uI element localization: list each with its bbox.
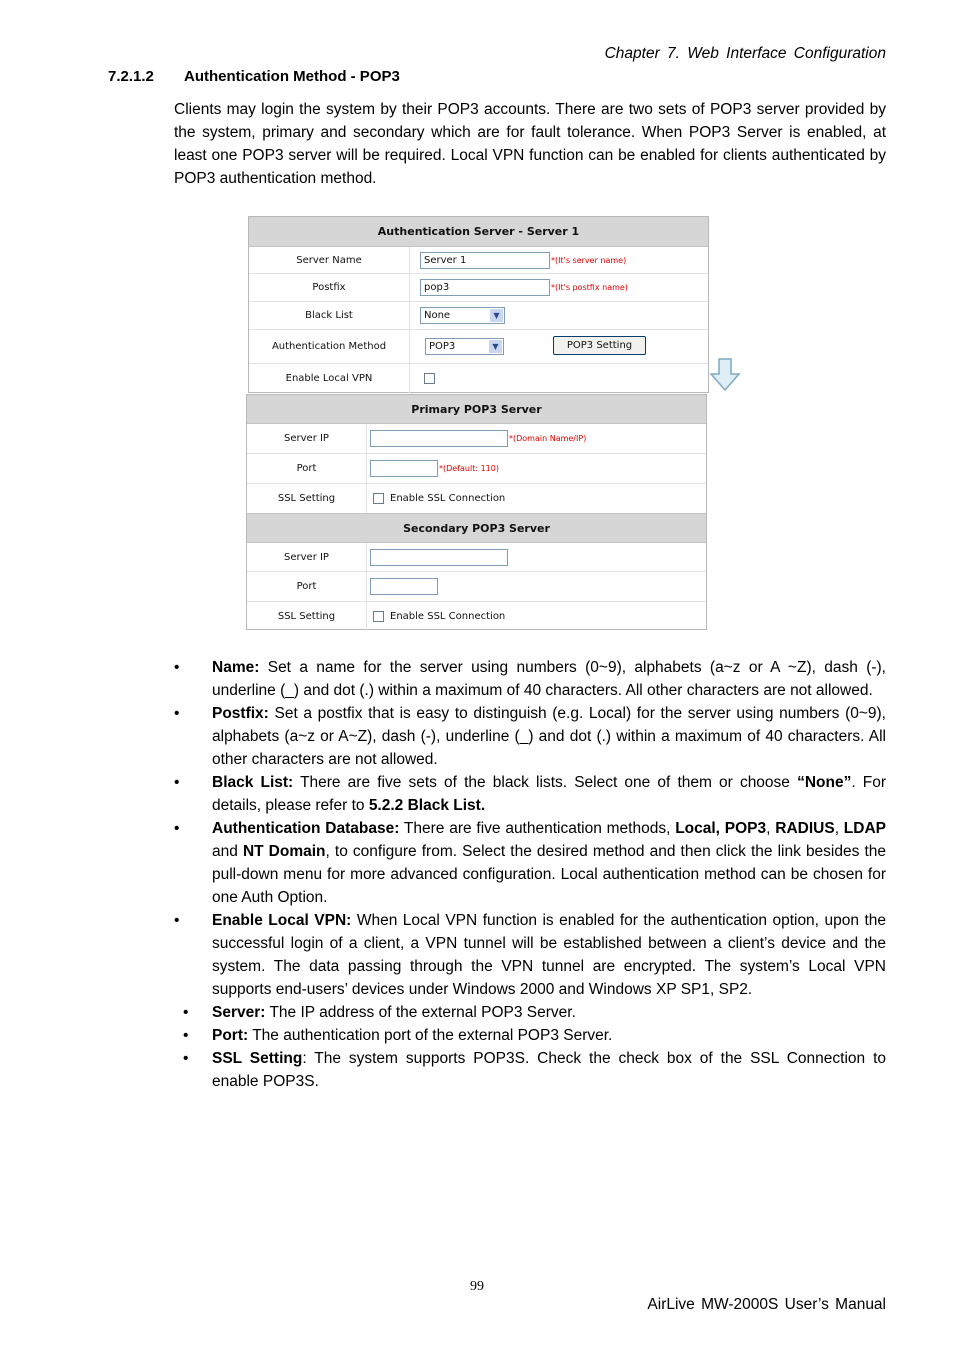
local-vpn-cell <box>410 364 708 393</box>
local-vpn-row <box>249 364 708 393</box>
server-name-row <box>249 247 708 274</box>
secondary-server-ip-row <box>247 543 706 572</box>
primary-ssl-checkbox[interactable] <box>373 493 384 504</box>
description: , <box>834 820 844 837</box>
description: The authentication port of the external POP3 Server. <box>248 1027 613 1044</box>
list-item <box>174 817 886 909</box>
description: . For details, please refer to <box>212 774 886 814</box>
pop3-setting-button[interactable]: POP3 Setting <box>553 336 646 355</box>
postfix-cell <box>410 274 708 301</box>
chapter-header: Chapter 7. Web Interface Configuration <box>604 45 886 62</box>
emphasis: NT Domain <box>242 843 326 860</box>
secondary-ssl-label: SSL Setting <box>247 602 367 630</box>
auth-method-select[interactable] <box>425 338 504 355</box>
primary-port-hint: *(Default: 110) <box>439 464 499 473</box>
bullet: • <box>183 1004 189 1021</box>
description: , to configure from. Select the desired method and then click the link besides the pull-down menu for more advanced configuration. Local authentication method can be chosen for one Auth Option. <box>212 843 886 906</box>
chevron-down-icon: ▼ <box>489 340 502 353</box>
bullet: • <box>174 774 180 791</box>
postfix-label: Postfix <box>249 274 410 301</box>
black-list-row <box>249 302 708 330</box>
secondary-ssl-row <box>247 602 706 630</box>
local-vpn-checkbox[interactable] <box>424 373 435 384</box>
description: Set a postfix that is easy to distinguish (e.g. Local) for the server using numbers (0~9), alphabets (a~z or A~Z), dash (-), underline (_) and dot (.) within a maximum of 40 characters. All other characters are not allowed. <box>212 705 886 768</box>
list-item <box>174 771 886 817</box>
emphasis: RADIUS <box>775 820 835 837</box>
primary-ssl-row <box>247 484 706 513</box>
secondary-port-input[interactable] <box>370 578 438 595</box>
bullet: • <box>174 820 180 837</box>
description: and <box>212 843 243 860</box>
term: Postfix: <box>212 705 269 722</box>
primary-port-cell <box>367 454 706 483</box>
auth-method-cell <box>410 330 708 363</box>
bullet: • <box>174 912 180 929</box>
emphasis: Local, POP3 <box>675 820 767 837</box>
primary-ssl-label: SSL Setting <box>247 484 367 513</box>
secondary-port-label: Port <box>247 572 367 601</box>
primary-server-ip-input[interactable] <box>370 430 508 447</box>
term: SSL Setting <box>212 1050 303 1067</box>
primary-server-ip-row <box>247 424 706 454</box>
description: , <box>766 820 776 837</box>
black-list-label: Black List <box>249 302 410 329</box>
section-title: Authentication Method - POP3 <box>184 68 400 85</box>
black-list-cell <box>410 302 708 329</box>
description: When Local VPN function is enabled for the authentication option, upon the successful login of a client, a VPN tunnel will be established between a client’s device and the system. The data passing through the VPN tunnel are encrypted. The system’s Local VPN supports end-users’ devices under Windows 2000 and Windows XP SP1, SP2. <box>212 912 886 998</box>
primary-pop3-title: Primary POP3 Server <box>247 395 706 424</box>
term: Authentication Database: <box>212 820 400 837</box>
secondary-ssl-option-label: Enable SSL Connection <box>390 610 506 622</box>
secondary-server-ip-cell <box>367 543 706 571</box>
list-item <box>174 656 886 702</box>
chevron-down-icon: ▼ <box>490 309 503 322</box>
list-item <box>174 909 886 1001</box>
description: There are five sets of the black lists. Select one of them or choose <box>293 774 798 791</box>
bullet: • <box>174 659 180 676</box>
secondary-pop3-title: Secondary POP3 Server <box>247 513 706 543</box>
term: Port: <box>212 1027 249 1044</box>
primary-ssl-cell <box>367 484 706 513</box>
description: The IP address of the external POP3 Server. <box>265 1004 576 1021</box>
bullet: • <box>174 705 180 722</box>
footer-manual-title: AirLive MW-2000S User’s Manual <box>647 1296 886 1313</box>
secondary-server-ip-label: Server IP <box>247 543 367 571</box>
term: Name: <box>212 659 260 676</box>
bullet: • <box>183 1027 189 1044</box>
secondary-port-row <box>247 572 706 602</box>
term: Black List: <box>212 774 294 791</box>
local-vpn-label: Enable Local VPN <box>249 364 410 393</box>
secondary-ssl-cell <box>367 602 706 630</box>
list-item <box>174 1024 886 1047</box>
list-item <box>174 1001 886 1024</box>
black-list-value: None <box>424 310 451 321</box>
section-heading <box>108 68 400 85</box>
term: Server: <box>212 1004 266 1021</box>
server-name-label: Server Name <box>249 247 410 273</box>
description: There are five authentication methods, <box>399 820 676 837</box>
primary-port-label: Port <box>247 454 367 483</box>
list-item <box>174 702 886 771</box>
emphasis: LDAP <box>843 820 886 837</box>
arrow-down-icon <box>709 358 741 392</box>
page-number: 99 <box>470 1279 484 1294</box>
auth-server-panel <box>248 216 709 393</box>
description: Set a name for the server using numbers (0~9), alphabets (a~z or A ~Z), dash (-), underline (_) and dot (.) within a maximum of 40 characters. All other characters are not allowed. <box>212 659 886 699</box>
emphasis: “None” <box>797 774 852 791</box>
auth-server-panel-title: Authentication Server - Server 1 <box>249 217 708 247</box>
primary-server-ip-cell <box>367 424 706 453</box>
auth-method-row <box>249 330 708 364</box>
secondary-port-cell <box>367 572 706 601</box>
term: Enable Local VPN: <box>212 912 352 929</box>
postfix-row <box>249 274 708 302</box>
section-number: 7.2.1.2 <box>108 68 154 85</box>
description: : The system supports POP3S. Check the check box of the SSL Connection to enable POP3S. <box>212 1050 886 1090</box>
primary-server-ip-label: Server IP <box>247 424 367 453</box>
primary-port-row <box>247 454 706 484</box>
secondary-server-ip-input[interactable] <box>370 549 508 566</box>
pop3-servers-panel <box>246 394 707 630</box>
black-list-select[interactable] <box>420 307 505 324</box>
list-item <box>174 1047 886 1093</box>
secondary-ssl-checkbox[interactable] <box>373 611 384 622</box>
auth-method-value: POP3 <box>429 341 456 352</box>
server-name-hint: *(It's server name) <box>551 255 627 265</box>
intro-paragraph: Clients may login the system by their POP3 accounts. There are two sets of POP3 server provided by the system, primary and secondary which are for fault tolerance. When POP3 Server is enabled, at least one POP3 server will be required. Local VPN function can be enabled for clients authenticated by POP3 authentication method. <box>174 101 886 187</box>
field-description-list <box>174 656 886 1093</box>
server-name-input[interactable]: Server 1 <box>420 252 550 269</box>
primary-server-ip-hint: *(Domain Name/IP) <box>509 434 587 443</box>
postfix-input[interactable]: pop3 <box>420 279 550 296</box>
primary-port-input[interactable] <box>370 460 438 477</box>
server-name-cell <box>410 247 708 273</box>
auth-method-label: Authentication Method <box>249 330 410 363</box>
bullet: • <box>183 1050 189 1067</box>
postfix-hint: *(It's postfix name) <box>551 283 628 292</box>
cross-reference: 5.2.2 Black List. <box>368 797 486 814</box>
primary-ssl-option-label: Enable SSL Connection <box>390 493 506 504</box>
